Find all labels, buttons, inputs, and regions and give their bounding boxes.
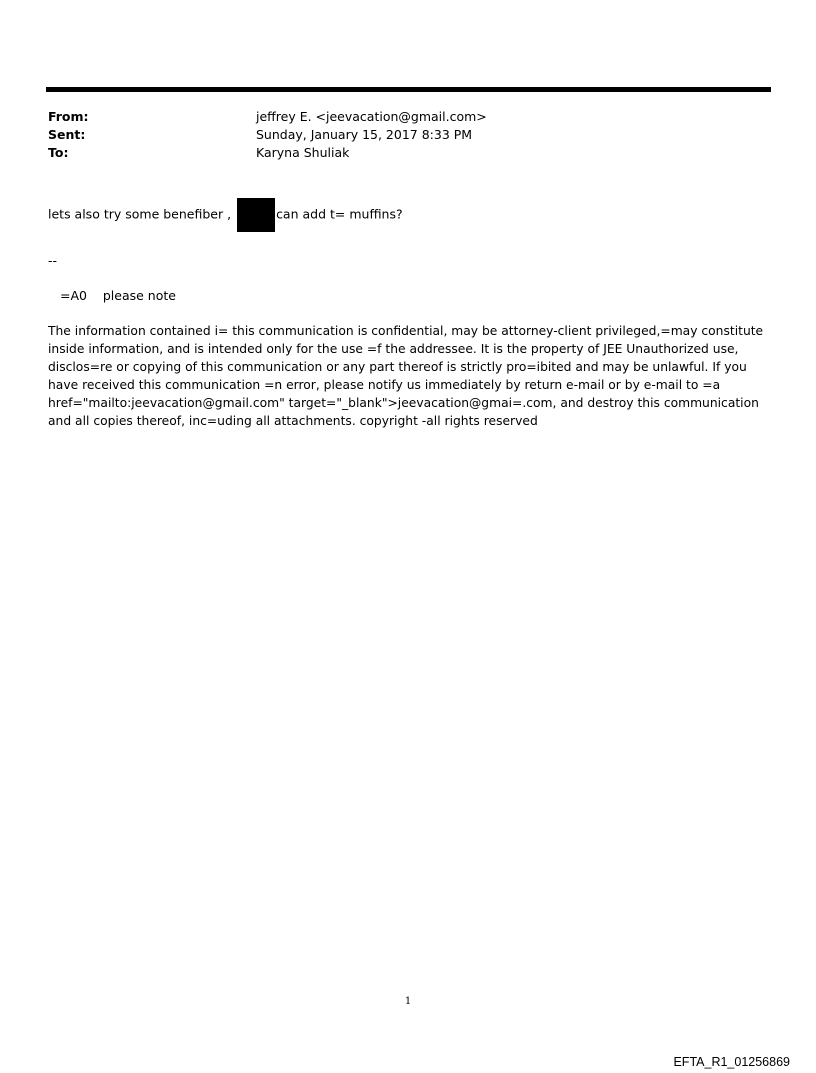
redaction-box — [237, 198, 275, 232]
header-divider — [46, 87, 771, 92]
email-body — [48, 198, 403, 232]
email-header — [48, 108, 748, 162]
confidentiality-disclaimer: The information contained i= this communication is confidential, may be attorney-client privileged,=may constitute inside information, and is intended only for the use =f the addressee. It is the property of JEE Unauthorized use, disclos=re or copying of this communication or any part thereof is strictly pro=ibited and may be unlawful. If you have received this communication =n error, please notify us immediately by return e-mail or by e-mail to =a href="mailto:jeevacation@gmail.com" target="_blank">jeevacation@gmai=.com, and destroy this communication and all copies thereof, inc=uding all attachments. copyright -all rights reserved — [48, 324, 764, 428]
to-row — [48, 144, 748, 162]
sent-value: Sunday, January 15, 2017 8:33 PM — [256, 127, 473, 142]
body-text-start: lets also try some benefiber , — [48, 206, 232, 222]
from-row — [48, 108, 748, 126]
sent-label: Sent: — [48, 127, 86, 142]
body-text-end: can add t= muffins? — [276, 206, 403, 222]
sent-row — [48, 126, 748, 144]
signature-separator: -- — [48, 253, 58, 268]
to-label: To: — [48, 145, 69, 160]
document-id: EFTA_R1_01256869 — [673, 1055, 790, 1069]
page-number: 1 — [404, 996, 412, 1007]
signature-note: =A0 please note — [56, 288, 176, 303]
from-label: From: — [48, 109, 89, 124]
from-value: jeffrey E. <jeevacation@gmail.com> — [256, 109, 487, 124]
to-value: Karyna Shuliak — [256, 145, 350, 160]
